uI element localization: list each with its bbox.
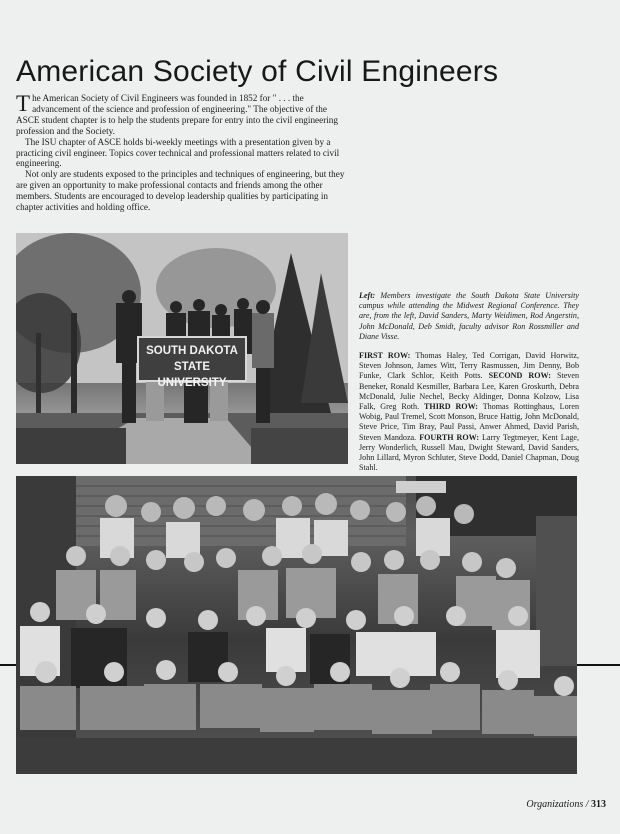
- article-body: [16, 93, 348, 213]
- photo-caption: [359, 291, 579, 473]
- page-number: 313: [591, 799, 606, 810]
- page-title: American Society of Civil Engineers: [16, 55, 499, 88]
- sign-line-2: STATE UNIVERSITY: [157, 361, 227, 389]
- right-rule: [577, 664, 620, 666]
- article-paragraph-3: Not only are students exposed to the principles and techniques of engineering, but they are given an opportunity to make professional contacts and friends among the other members. Students are encouraged to develop leadership qualities by participating in chapter activities and holding office.: [16, 169, 345, 213]
- group-photo-art: [16, 476, 577, 774]
- university-sign: [137, 336, 247, 389]
- left-caption-label: Left:: [359, 291, 376, 300]
- row-label-4: FOURTH ROW:: [419, 432, 480, 442]
- page-footer: [486, 799, 606, 810]
- row-label-2: SECOND ROW:: [488, 371, 551, 381]
- group-names: [359, 351, 579, 473]
- row-names-4: Larry Tegtmeyer, Kent Lage, Jerry Wonderlich, Russell Mau, Dwight Steward, David Sanders, John Lillard, Myron Schluter, Steve Dodd, Daniel Chapman, Doug Stahl.: [359, 432, 579, 473]
- campus-photo: [16, 233, 348, 464]
- drop-cap: T: [16, 91, 31, 116]
- article-paragraph-1: [16, 93, 348, 137]
- row-label-3: THIRD ROW:: [424, 402, 478, 412]
- article-paragraph-2: The ISU chapter of ASCE holds bi-weekly meetings with a presentation given by a practicing civil engineer. Topics cover technical and professional matters related to civil engineering.: [16, 136, 340, 169]
- left-rule: [0, 664, 16, 666]
- sign-line-1: SOUTH DAKOTA: [146, 345, 238, 357]
- row-names-1: Thomas Haley, Ted Corrigan, David Horwitz, Steven Johnson, James Witt, Terry Rasmussen, Jim Denny, Bob Funke, Clark Schlor, Keith Potts.: [359, 351, 579, 381]
- left-photo-caption: [359, 291, 579, 342]
- row-names-3: Thomas Rottinghaus, Loren Wobig, Paul Tremel, Scott Monson, Bruce Hattig, John McDonald, Steve Price, Tim Bray, Paul Passi, Anwer Ahmed, David Parish, Steven Mandoza.: [359, 402, 580, 442]
- left-caption-text: Members investigate the South Dakota State University campus while attending the Midwest Regional Conference. They are, from the left, David Sanders, Marty Weidimen, Rod Angerstin, John McDonald, Deb Smidt, faculty advisor Ron Rossmiller and Diane Visse.: [359, 291, 579, 341]
- row-label-1: FIRST ROW:: [359, 351, 411, 361]
- row-names-2: Steven Beneker, Ronald Kesmiller, Barbara Lee, Karen Groskurth, Debra McDonald, Julie Nechel, Becky Aldinger, Donna Kolzow, Lisa Falk, Greg Roth.: [359, 371, 579, 412]
- footer-section: Organizations /: [526, 799, 589, 810]
- group-photo: [16, 476, 577, 774]
- paragraph-1-text: he American Society of Civil Engineers was founded in 1852 for " . . . the advancement of the science and profession of engineering." The objective of the ASCE student chapter is to help the students prepare for entry into the civil engineering profession and the Society.: [16, 93, 338, 136]
